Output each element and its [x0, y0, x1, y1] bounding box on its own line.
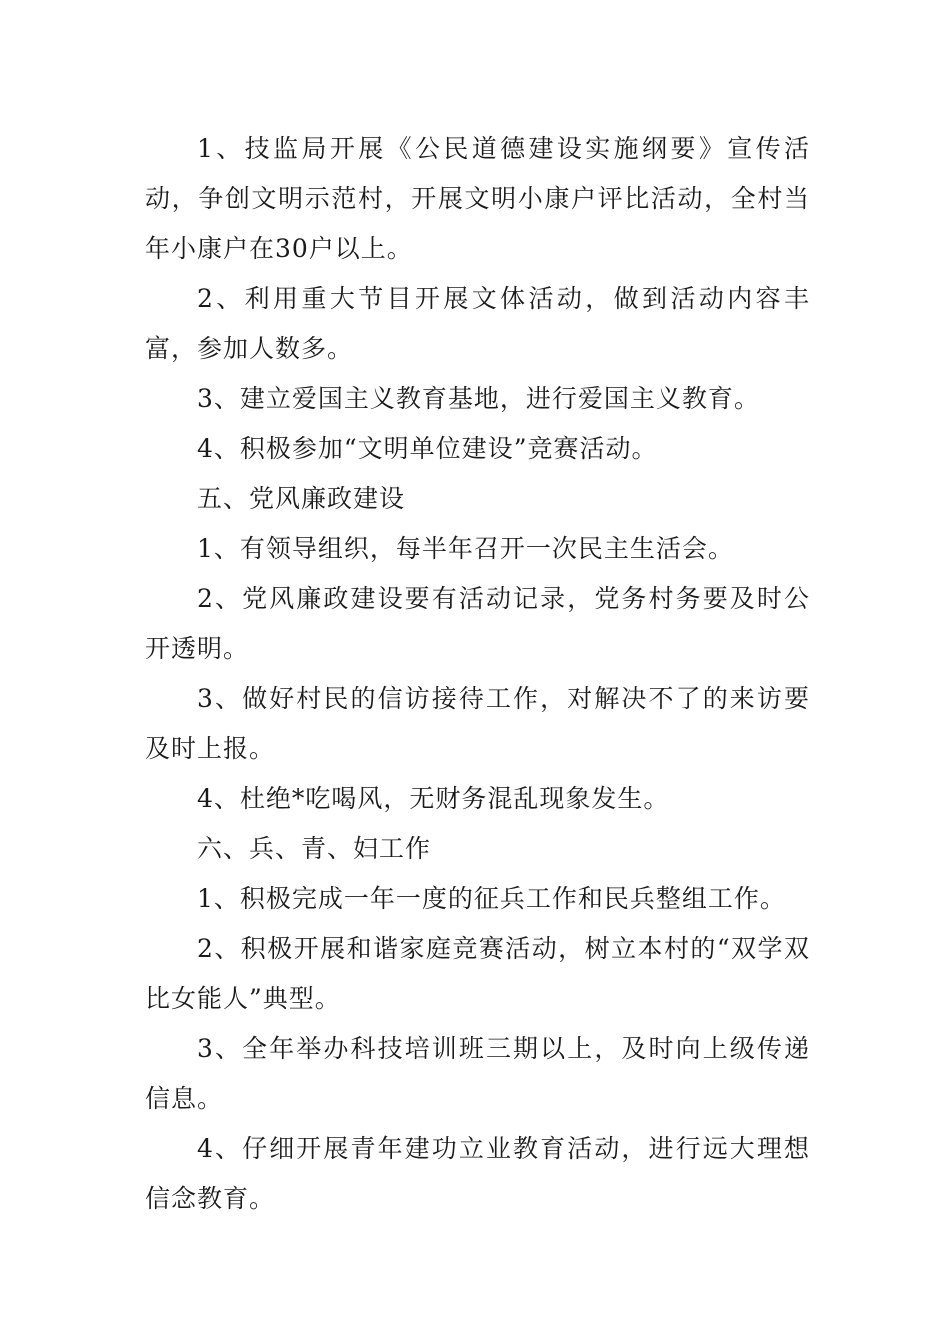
paragraph-3: 3、建立爱国主义教育基地，进行爱国主义教育。: [197, 384, 760, 413]
paragraph-1: 1、技监局开展《公民道德建设实施纲要》宣传活动，争创文明示范村，开展文明小康户评比活动，全村当年小康户在30户以上。: [145, 134, 810, 263]
paragraph-2: 2、利用重大节目开展文体活动，做到活动内容丰富，参加人数多。: [145, 284, 810, 363]
paragraph-6-1: 1、积极完成一年一度的征兵工作和民兵整组工作。: [197, 884, 786, 913]
paragraph-6-4: 4、仔细开展青年建功立业教育活动，进行远大理想信念教育。: [145, 1134, 810, 1213]
paragraph-5-3: 3、做好村民的信访接待工作，对解决不了的来访要及时上报。: [145, 684, 810, 763]
section-heading-5: 五、党风廉政建设: [197, 484, 406, 513]
section-heading-6: 六、兵、青、妇工作: [197, 834, 432, 863]
paragraph-4: 4、积极参加“文明单位建设”竞赛活动。: [197, 434, 658, 463]
paragraph-6-2: 2、积极开展和谐家庭竞赛活动，树立本村的“双学双比女能人”典型。: [145, 934, 810, 1013]
paragraph-5-1: 1、有领导组织，每半年召开一次民主生活会。: [197, 534, 734, 563]
paragraph-5-4: 4、杜绝*吃喝风，无财务混乱现象发生。: [197, 784, 670, 813]
paragraph-6-3: 3、全年举办科技培训班三期以上，及时向上级传递信息。: [145, 1034, 810, 1113]
paragraph-5-2: 2、党风廉政建设要有活动记录，党务村务要及时公开透明。: [145, 584, 810, 663]
document-body: [145, 124, 810, 1224]
